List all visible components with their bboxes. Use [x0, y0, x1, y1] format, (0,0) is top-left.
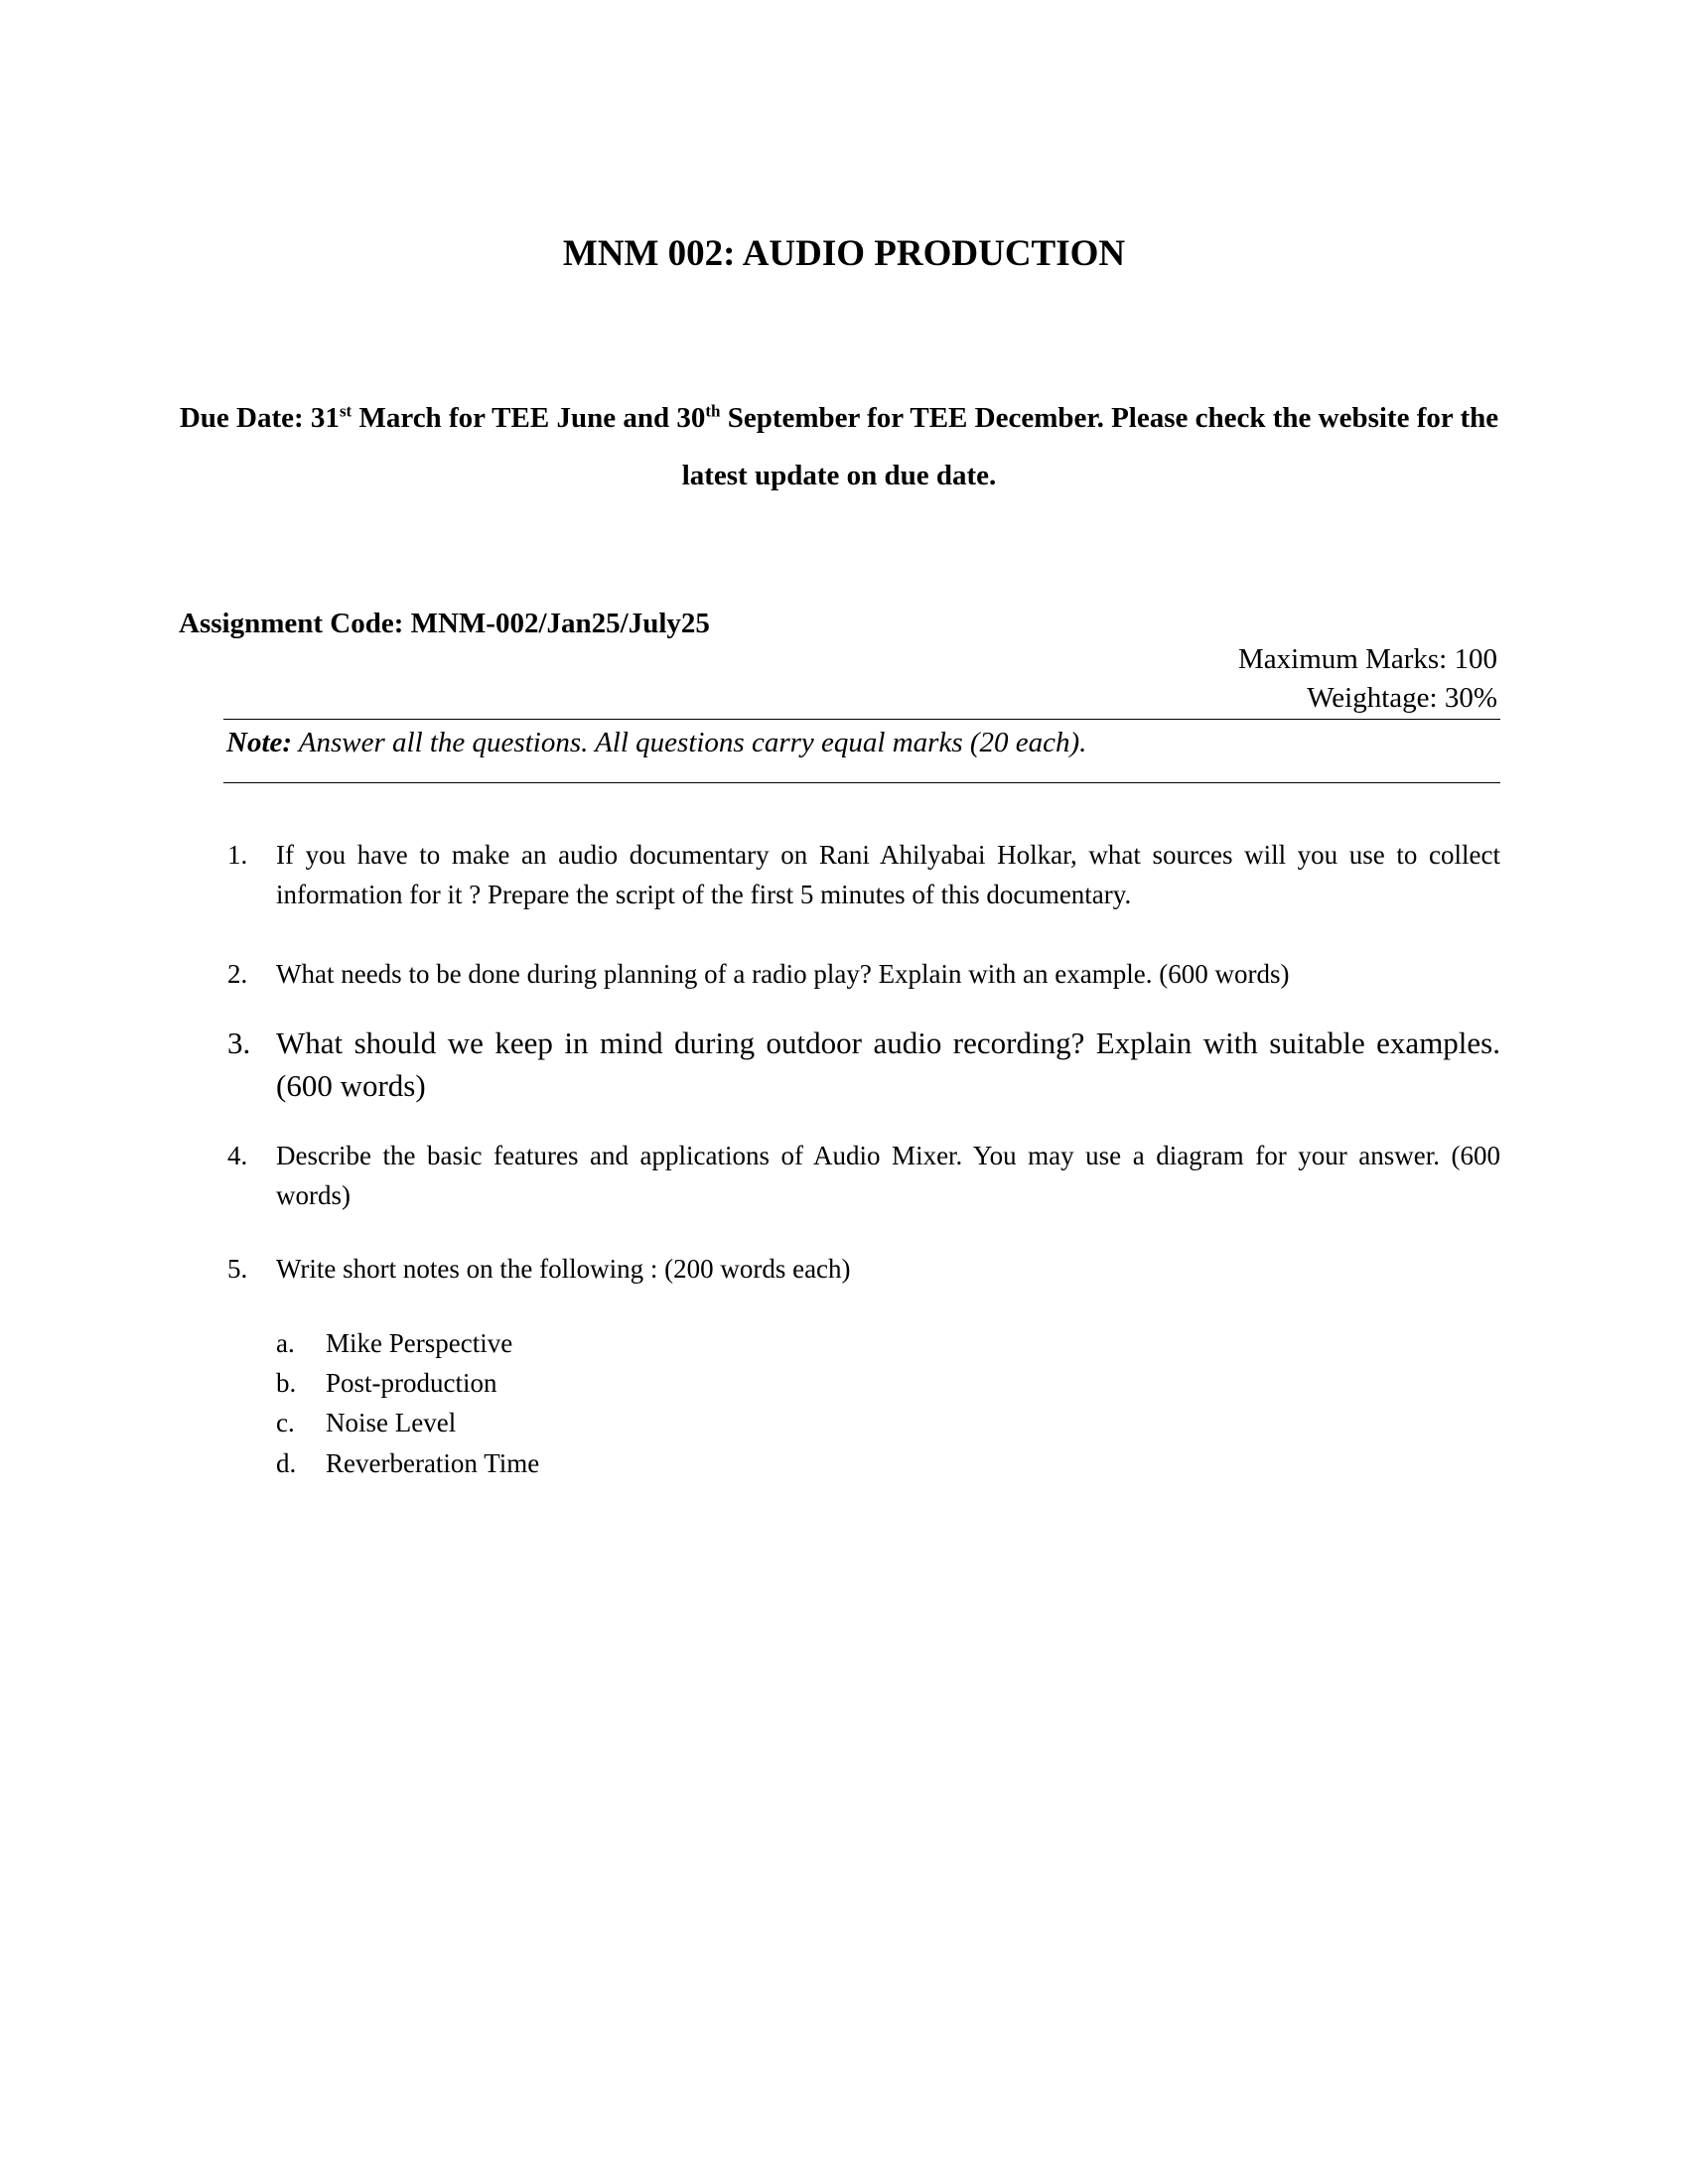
subitem-text: Noise Level: [326, 1408, 457, 1437]
note-label: Note:: [226, 727, 293, 758]
question-text: If you have to make an audio documentary on Rani Ahilyabai Holkar, what sources will you use to collect information for it ? Prepare the script of the first 5 minutes of this documentary.: [276, 840, 1500, 909]
subitem-a: [276, 1323, 512, 1363]
subitem-letter: c.: [276, 1408, 295, 1437]
question-4: [227, 1136, 1500, 1215]
subitem-letter: a.: [276, 1328, 295, 1358]
note-text: Answer all the questions. All questions carry equal marks (20 each).: [292, 727, 1087, 758]
due-text: September for TEE December. Please check the website for the latest update on due date.: [681, 402, 1499, 491]
question-3: [227, 1022, 1500, 1107]
question-text: Describe the basic features and applications of Audio Mixer. You may use a diagram for your answer. (600 words): [276, 1141, 1500, 1210]
subitem-text: Reverberation Time: [326, 1448, 540, 1478]
question-5: [227, 1249, 1500, 1289]
question-text: What needs to be done during planning of a radio play? Explain with an example. (600 words): [276, 959, 1290, 989]
question-2: [227, 954, 1500, 994]
divider: [223, 782, 1500, 783]
page-title: MNM 002: AUDIO PRODUCTION: [562, 233, 1126, 274]
question-number: 4.: [227, 1141, 248, 1170]
subitem-letter: d.: [276, 1448, 297, 1478]
subitem-letter: b.: [276, 1368, 297, 1398]
question-number: 2.: [227, 959, 248, 989]
due-text: Due Date: 31: [179, 402, 340, 434]
maximum-marks: Maximum Marks: 100: [1238, 643, 1497, 675]
subitem-d: [276, 1443, 539, 1483]
subitem-text: Mike Perspective: [326, 1328, 513, 1358]
note: [226, 727, 1086, 759]
subitem-c: [276, 1403, 456, 1442]
subitem-text: Post-production: [326, 1368, 497, 1398]
due-text: March for TEE June and 30: [352, 402, 706, 434]
question-number: 3.: [227, 1025, 251, 1060]
due-sup: st: [339, 401, 352, 421]
question-1: [227, 835, 1500, 914]
question-text: Write short notes on the following : (200 words each): [276, 1254, 851, 1284]
due-sup: th: [705, 401, 721, 421]
assignment-code: Assignment Code: MNM-002/Jan25/July25: [179, 608, 710, 639]
weightage: Weightage: 30%: [1307, 682, 1497, 714]
subitem-b: [276, 1363, 497, 1403]
question-number: 5.: [227, 1254, 248, 1284]
due-date: [179, 389, 1499, 504]
question-text: What should we keep in mind during outdoor audio recording? Explain with suitable examples. (600 words): [276, 1025, 1500, 1103]
question-number: 1.: [227, 840, 248, 870]
divider: [223, 719, 1500, 720]
